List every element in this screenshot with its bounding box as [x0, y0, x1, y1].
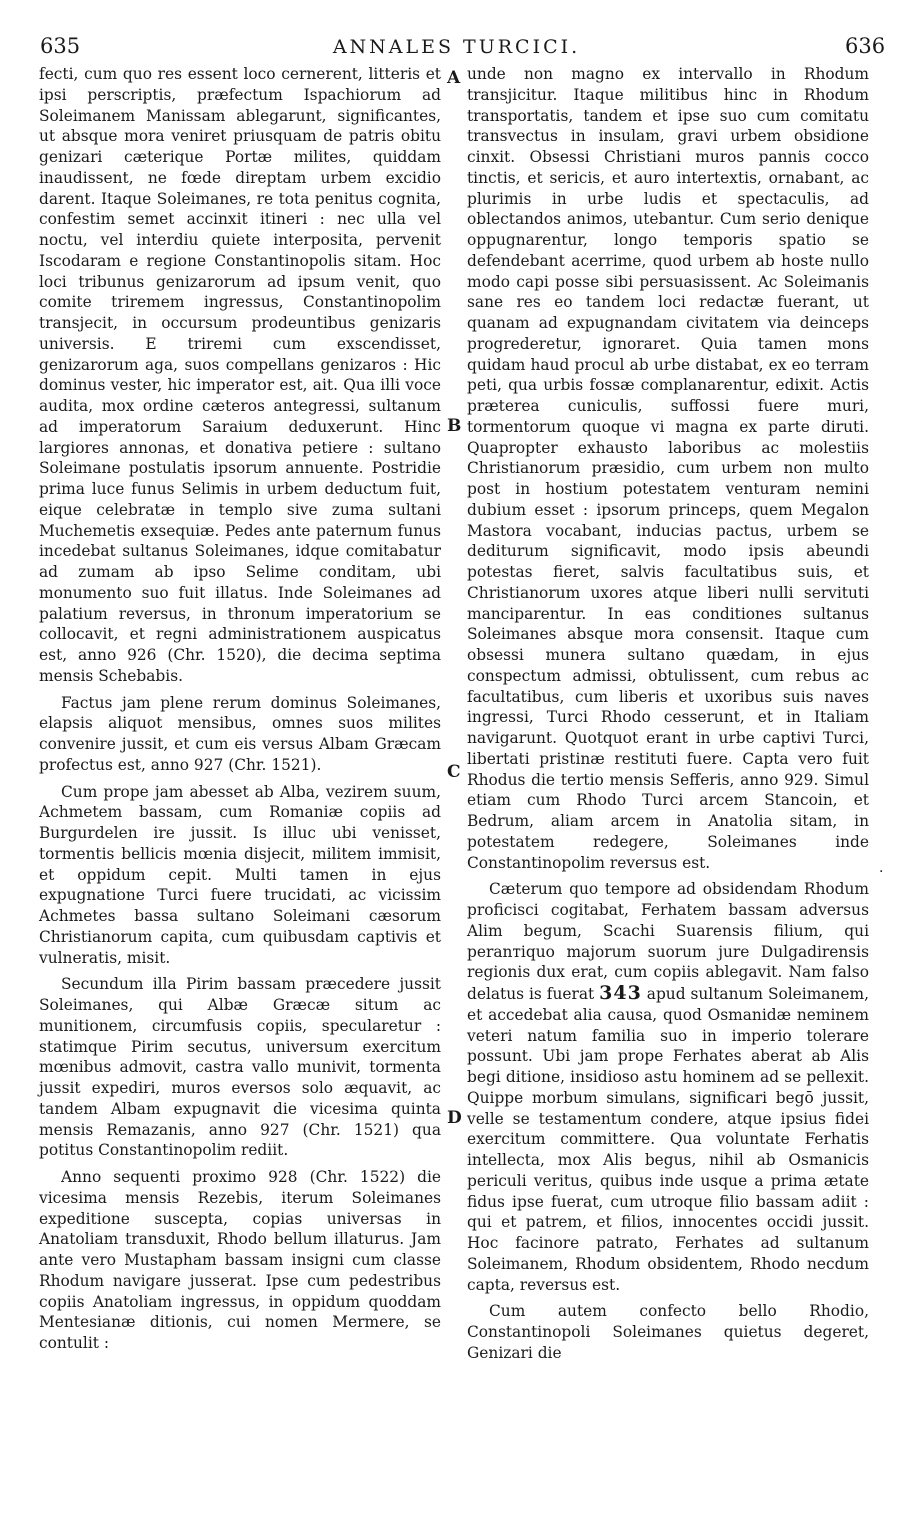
margin-marker-c: C: [447, 762, 461, 782]
left-paragraph-3: Cum prope jam abesset ab Alba, vezirem suum, Achmetem bassam, cum Romaniæ copiis ad Burgurdelen ire jussit. Is illuc ubi venisset, tormentis bellicis mœnia disjecit, militem immisit, et oppidum cepit. Multi tamen in ejus expugnatione Turci fuere trucidati, ac vicissim Achmetes bassa sultano Soleimani cæsorum Christianorum capita, cum quibusdam captivis et vulneratis, misit.: [39, 782, 441, 967]
right-paragraph-3: Cum autem confecto bello Rhodio, Constantinopoli Soleimanes quietus degeret, Genizari die: [467, 1302, 869, 1362]
left-paragraph-4: Secundum illa Pirim bassam præcedere jussit Soleimanes, qui Albæ Græcæ situm ac munitionem, circumfusis copiis, specularetur : statimque Pirim secutus, universum exercitum mœnibus admovit, castra vallo munivit, tormenta jussit expediri, muros eversos solo æquavit, ac tandem Albam expugnavit die vicesima quinta mensis Remazanis, anno 927 (Chr. 1521) qua potitus Constantinopolim rediit.: [39, 975, 441, 1160]
left-paragraph-2: Factus jam plene rerum dominus Soleimanes, elapsis aliquot mensibus, omnes suos milites convenire jussit, et cum eis versus Albam Græcam profectus est, anno 927 (Chr. 1521).: [39, 693, 441, 774]
left-column: [39, 64, 441, 1354]
signature-number: 343: [599, 982, 642, 1004]
running-header: [0, 30, 913, 60]
running-title: ANNALES TURCICI.: [332, 36, 581, 58]
left-paragraph-5: Anno sequenti proximo 928 (Chr. 1522) die vicesima mensis Rezebis, iterum Soleimanes expeditione suscepta, copias universas in Anatoliam transduxit, Rhodo bellum illaturus. Jam ante vero Mustapham bassam insigni cum classe Rhodum navigare jusserat. Ipse cum pedestribus copiis Anatoliam ingressus, in oppidum quoddam Mentesianæ ditionis, cui nomen Mermere, se contulit :: [39, 1168, 441, 1352]
page-number-right: 636: [845, 34, 886, 58]
page-number-left: 635: [40, 34, 81, 58]
right-paragraph-2-after: apud sultanum Soleimanem, et accedebat alia causa, quod Osmanidæ neminem veteri natum familia suo in imperio tolerare possunt. Ubi jam prope Ferhates aberat ab Alis begi ditione, insidioso astu hominem ad se pellexit. Quippe morbum simulans, significari begō jussit, velle se testamentum condere, atque ipsius fidei exercitum committere. Qua voluntate Ferhatis intellecta, mox Alis begus, nihil ab Osmanicis periculi veritus, quibus inde usque a prima ætate fidus ipse fuerat, cum utroque filio bassam adiit : qui et patrem, et filios, innocentes occidi jussit. Hoc facinore patrato, Ferhates ad sultanum Soleimanem, Rhodum obsidentem, Rhodo necdum capta, reversus est.: [467, 985, 869, 1294]
margin-dot-icon: ·: [879, 864, 884, 880]
right-paragraph-2: [467, 879, 869, 1295]
right-paragraph-1: unde non magno ex intervallo in Rhodum transjicitur. Itaque militibus hinc in Rhodum transportatis, tandem et ipse suo cum comitatu transvectus in insulam, gravi urbem obsidione cinxit. Obsessi Christiani muros pannis cocco tinctis, et sericis, et auro intertextis, ornabant, ac plurimis in urbe ludis et spectaculis, ad oblectandos animos, utebantur. Cum serio denique oppugnarentur, longo temporis spatio se defendebant acerrime, quod urbem ab hoste nullo modo capi posse sibi persuasissent. Ac Soleimanis sane res eo tandem loci redactæ fuerant, ut quanam ad expugnandam civitatem via deinceps progrederetur, ignoraret. Quia tamen mons quidam haud procul ab urbe distabat, ex eo terram peti, qua urbis fossæ complanarentur, edixit. Actis præterea cuniculis, suffossi fuere muri, tormentorum quoque vi magna ex parte diruti. Quapropter exhausto laboribus ac molestiis Christianorum præsidio, cum urbem non multo post in hostium potestatem venturam nemini dubium esset : ipsorum princeps, quem Megalon Mastora vocabant, inducias pactus, urbem se dediturum significavit, modo ipsis abeundi potestas fieret, salvis facultatibus suis, et Christianorum uxores atque liberi nulli servituti manciparentur. In eas conditiones sultanus Soleimanes absque mora consensit. Itaque cum obsessi munera sultano quædam, in ejus conspectum admissi, obtulissent, cum rebus ac facultatibus, cum liberis et uxoribus suis naves ingressi, Turci Rhodo cesserunt, et in Italiam navigarunt. Quotquot erant in urbe captivi Turci, libertati pristinæ restituti fuere. Capta vero fuit Rhodus die tertio mensis Sefferis, anno 929. Simul etiam cum Rhodo Turci arcem Stancoin, et Bedrum, aliam arcem in Anatolia sitam, in potestatem redegere, Soleimanes inde Constantinopolim reversus est.: [467, 65, 869, 872]
left-paragraph-1: fecti, cum quo res essent loco cernerent, litteris et ipsi perscriptis, præfectum Ispachiorum ad Soleimanem Manissam ablegarunt, significantes, ut absque mora veniret priusquam de patris obitu genizari cæterique Portæ milites, quiddam inaudissent, ne fœde direptam urbem excidio darent. Itaque Soleimanes, re tota penitus cognita, confestim semet accinxit itineri : nec ulla vel noctu, vel interdiu quiete interposita, pervenit Iscodaram e regione Constantinopolis sitam. Hoc loci tribunus genizarorum ad ipsum venit, quo comite triremem ingressus, Constantinopolim transjecit, in occursum prodeuntibus genizaris universis. E triremi cum exscendisset, genizarorum aga, suos compellans genizaros : Hic dominus vester, hic imperator est, ait. Qua illi voce audita, mox ordine cæteros antegressi, sultanum ad imperatorum Saraium deduxerunt. Hinc largiores annonas, et donativa petiere : sultano Soleimane postulatis ipsorum annuente. Postridie prima luce funus Selimis in urbem deductum fuit, eique celebratæ in templo sive zuma sultani Muchemetis exsequiæ. Pedes ante paternum funus incedebat sultanus Soleimanes, idque comitabatur ad zumam ab ipso Selime conditam, ubi monumento suo fuit illatus. Inde Soleimanes ad palatium reversus, in thronum imperatorium se collocavit, et regni administrationem auspicatus est, anno 926 (Chr. 1520), die decima septima mensis Schebabis.: [39, 65, 441, 685]
right-paragraph-2-before: Cæterum quo tempore ad obsidendam Rhodum proficisci cogitabat, Ferhatem bassam adversus Alim begum, Scachi Suarensis filium, qui peranтiquo majorum suorum jure Dulgadirensis regionis dux erat, cum copiis ablegavit. Nam falso delatus is fuerat: [467, 880, 869, 1003]
right-column: [467, 64, 869, 1364]
margin-marker-b: B: [447, 416, 462, 436]
margin-marker-a: A: [447, 68, 461, 88]
margin-marker-d: D: [447, 1108, 462, 1128]
